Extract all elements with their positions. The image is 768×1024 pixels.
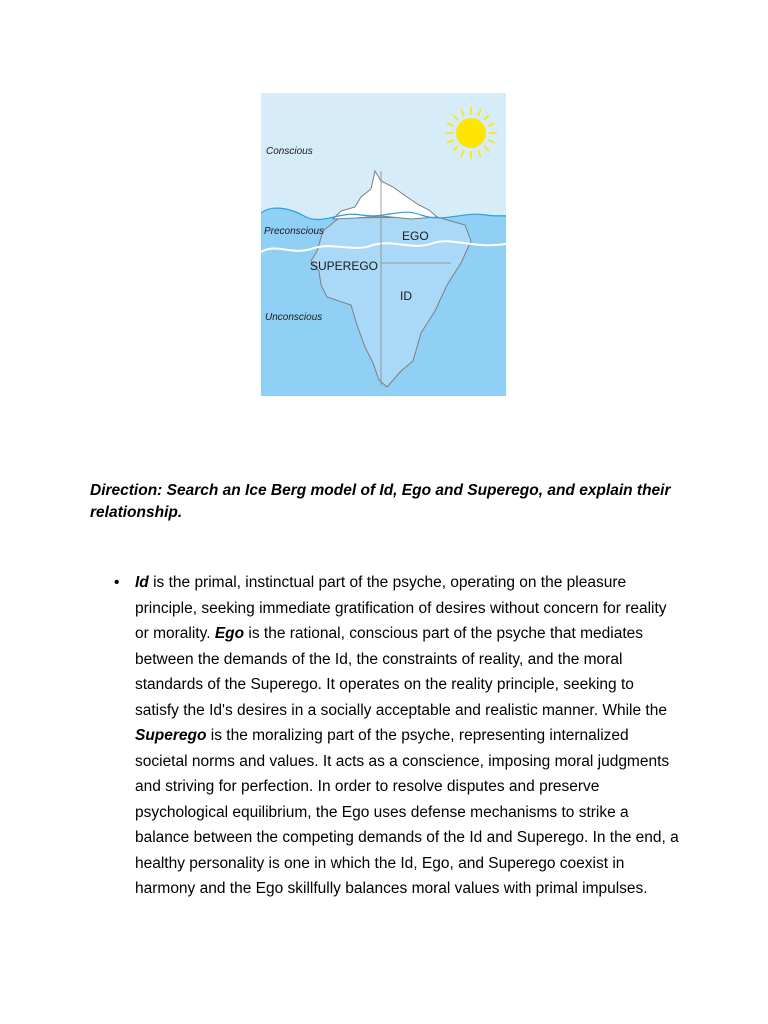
iceberg-figure	[261, 93, 506, 396]
id-description: is the primal, instinctual part of the psyche, operating on the pleasure principle, seeking immediate gratification of desires without concern for reality or morality.	[135, 574, 667, 642]
label-conscious: Conscious	[266, 146, 313, 157]
bullet-marker: •	[114, 574, 120, 591]
label-preconscious: Preconscious	[264, 226, 325, 237]
term-ego: Ego	[214, 625, 245, 642]
term-superego: Superego	[135, 727, 207, 744]
iceberg-diagram	[261, 93, 506, 396]
term-id: Id	[135, 574, 149, 591]
superego-description: is the moralizing part of the psyche, representing internalized societal norms and values. It acts as a conscience, imposing moral judgments and striving for perfection. In order to resolve disputes and preserve psychological equilibrium, the Ego uses defense mechanisms to strike a balance between the competing demands of the Id and Superego. In the end, a healthy personality is one in which the Id, Ego, and Superego coexist in harmony and the Ego skillfully balances moral values with primal impulses.	[135, 727, 679, 897]
label-unconscious: Unconscious	[265, 312, 323, 323]
answer-list-item	[112, 570, 682, 902]
label-ego: EGO	[402, 229, 429, 243]
label-superego: SUPEREGO	[310, 259, 379, 273]
answer-list	[112, 570, 682, 902]
ego-description: is the rational, conscious part of the psyche that mediates between the demands of the Id, the constraints of reality, and the moral standards of the Superego. It operates on the reality principle, seeking to satisfy the Id's desires in a socially acceptable and realistic manner. While the	[135, 625, 667, 719]
label-id: ID	[400, 289, 412, 303]
direction-heading: Direction: Search an Ice Berg model of Id, Ego and Superego, and explain their relationship.	[90, 482, 671, 521]
